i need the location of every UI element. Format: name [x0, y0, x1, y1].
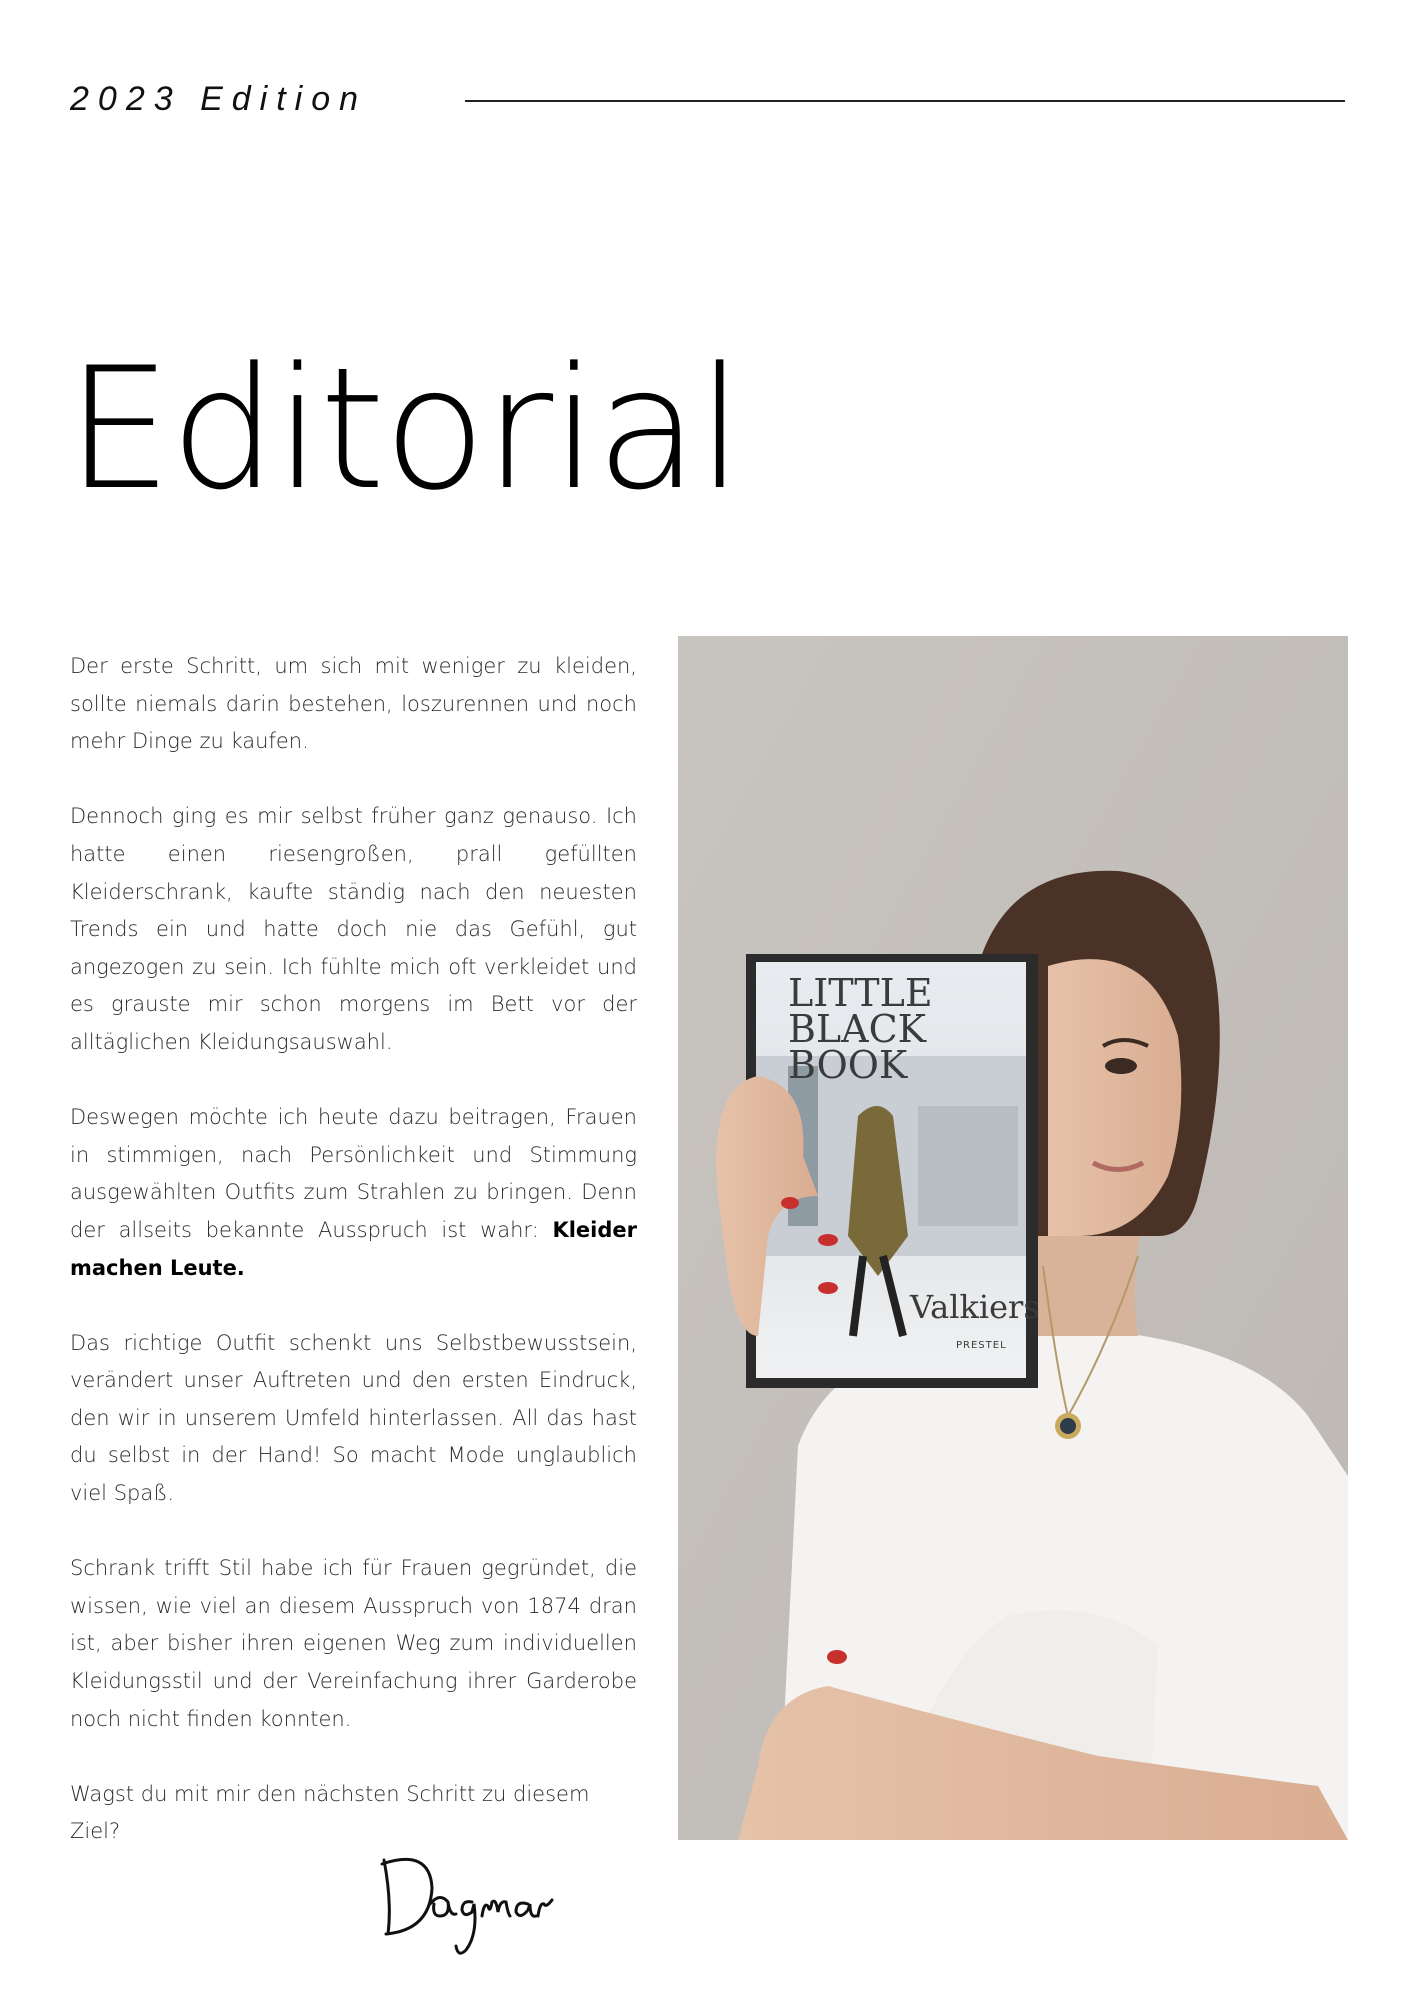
paragraph-3-emphasis: Kleider machen Leute.	[70, 1217, 637, 1280]
paragraph-5: Schrank trifft Stil habe ich für Frauen gegründet, die wissen, wie viel an diesem Ausspruch von 1874 dran ist, aber bisher ihren eigenen Weg zum individuellen Kleidungsstil und der Vereinfachung ihrer Garderobe noch nicht finden konnten.	[70, 1556, 637, 1731]
edition-label: 2023 Edition	[70, 80, 368, 118]
paragraph-4: Das richtige Outfit schenkt uns Selbstbewusstsein, verändert unser Auftreten und den ersten Eindruck, den wir in unserem Umfeld hinterlassen. All das hast du selbst in der Hand! So macht Mode unglaublich viel Spaß.	[70, 1330, 637, 1506]
portrait-photo	[678, 636, 1348, 1840]
signature-dagmar	[370, 1842, 570, 1962]
paragraph-1: Der erste Schritt, um sich mit weniger zu kleiden, sollte niemals darin bestehen, loszurennen und noch mehr Dinge zu kaufen.	[70, 654, 637, 754]
paragraph-6: Wagst du mit mir den nächsten Schritt zu diesem Ziel?	[70, 1781, 590, 1844]
paragraph-2: Dennoch ging es mir selbst früher ganz genauso. Ich hatte einen riesengroßen, prall gefüllten Kleiderschrank, kaufte ständig nach den neuesten Trends ein und hatte doch nie das Gefühl, gut angezogen zu sein. Ich fühlte mich oft verkleidet und es grauste mir schon morgens im Bett vor der alltäglichen Kleidungsauswahl.	[70, 804, 637, 1054]
signature	[370, 1842, 570, 1966]
book-title-line-3: BOOK	[788, 1043, 908, 1087]
book-author: Valkiers	[910, 1288, 1040, 1326]
paragraph-3-text: Deswegen möchte ich heute dazu beitragen, Frauen in stimmigen, nach Persönlichkeit und Stimmung ausgewählten Outfits zum Strahlen zu bringen. Denn der allseits bekannte Ausspruch ist wahr:	[70, 1105, 637, 1242]
body-text	[70, 648, 637, 1851]
paragraph-3	[70, 1099, 637, 1287]
book-title-line-2: BLACK	[788, 1007, 927, 1051]
book-title-line-1: LITTLE	[788, 971, 933, 1015]
header-rule	[465, 100, 1345, 102]
page-title: Editorial	[66, 331, 742, 527]
book-publisher: PRESTEL	[956, 1340, 1007, 1351]
